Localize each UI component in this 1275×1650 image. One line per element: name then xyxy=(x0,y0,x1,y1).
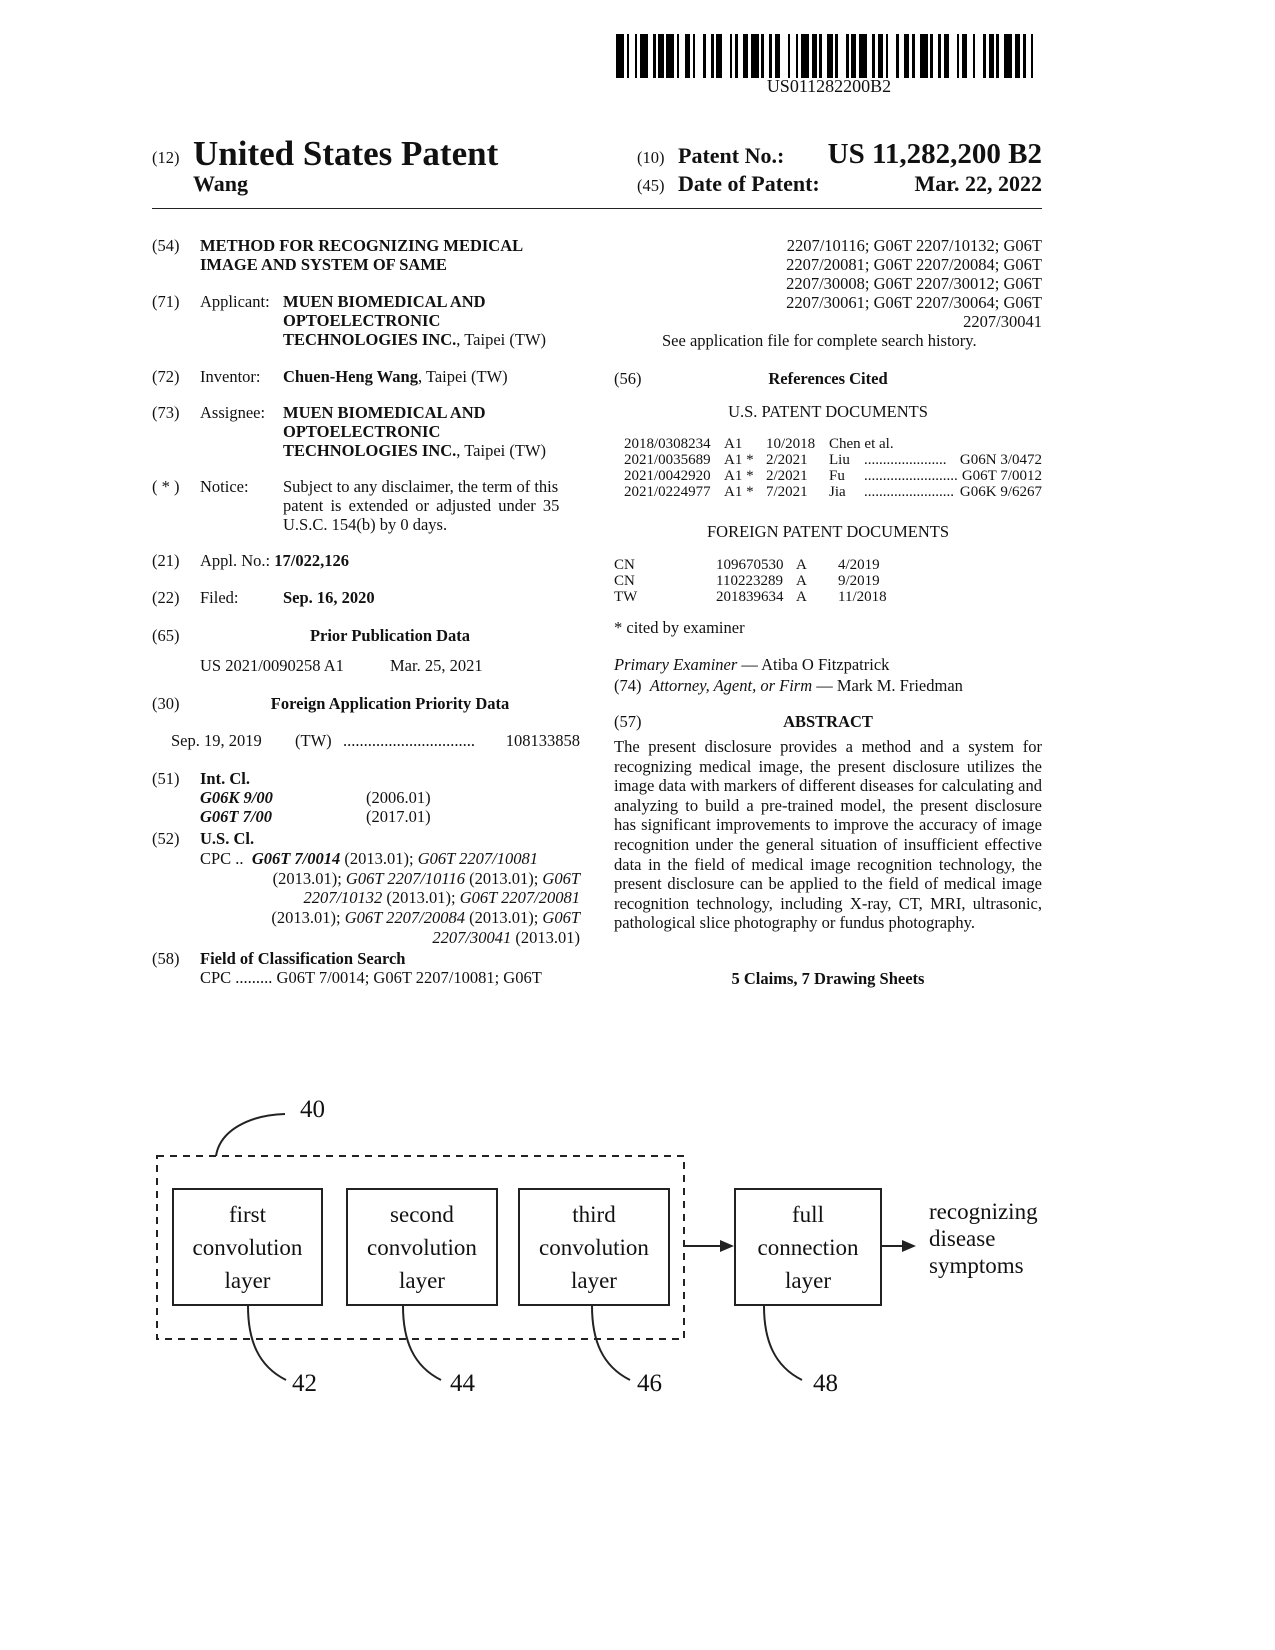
patent-date: Mar. 22, 2022 xyxy=(914,171,1042,196)
first-convolution-layer-label xyxy=(193,1198,303,1297)
header-rule xyxy=(152,208,1042,209)
ref-class: G06T 7/0012 xyxy=(961,468,1042,484)
barcode-bar xyxy=(1004,34,1012,78)
assignee-line-3 xyxy=(283,441,546,460)
ref-dots: ........................ xyxy=(864,484,954,500)
cpc-5-a: 2207/30041 xyxy=(432,928,512,947)
ref-date: 9/2019 xyxy=(838,573,880,589)
applicant-label: Applicant: xyxy=(200,292,270,311)
prior-publication-number: US 2021/0090258 A1 xyxy=(200,656,344,675)
us-reference-row xyxy=(624,452,1042,468)
barcode-number: US011282200B2 xyxy=(766,76,892,96)
barcode-bar xyxy=(888,34,896,78)
assignee-company-end: TECHNOLOGIES INC. xyxy=(283,441,457,460)
field-21-code: (21) xyxy=(152,551,180,570)
ref-kind: A1 * xyxy=(724,468,754,484)
ref-date: 7/2021 xyxy=(766,484,808,500)
abstract-text: The present disclosure provides a method and a system for recognizing medical image, the present disclosure utilizes the image data with markers of different diseases for calculating and analyzing to build a pre-trained model, the present disclosure has significant improvements to improve the accuracy of image recognition under the general situation of insufficient effective data in the field of medical image recognition technology, the present disclosure can be applied to the field of medical image recognition technology, including X-ray, CT, MRI, ultrasonic, pathological slice photography or fundus photography. xyxy=(614,737,1042,933)
box4-line-1: full xyxy=(792,1201,824,1227)
box1-line-2: convolution xyxy=(192,1234,303,1260)
barcode-bar xyxy=(920,34,928,78)
cpc-1-b: G06T 2207/10081 xyxy=(417,849,538,868)
prior-publication-heading: Prior Publication Data xyxy=(309,626,471,645)
appl-no: 17/022,126 xyxy=(274,551,349,570)
barcode-bar xyxy=(780,34,788,78)
ref-number: 2021/0035689 xyxy=(624,452,711,468)
ref-date: 10/2018 xyxy=(766,436,816,452)
cpc-2-b: G06T 2207/10116 xyxy=(345,869,465,888)
barcode-bar xyxy=(859,34,867,78)
title-line-2: IMAGE AND SYSTEM OF SAME xyxy=(200,255,447,274)
cpc-2-d: G06T xyxy=(542,869,580,888)
ref-name: Liu xyxy=(829,452,850,468)
ref-dots: ...................... xyxy=(864,452,947,468)
ref-country: TW xyxy=(614,589,638,605)
ref-kind: A1 * xyxy=(724,452,754,468)
search-cont-4: 2207/30061; G06T 2207/30064; G06T xyxy=(786,293,1042,312)
code-10: (10) xyxy=(637,148,665,167)
patent-number: US 11,282,200 B2 xyxy=(827,138,1042,170)
full-connection-layer-box xyxy=(734,1188,882,1306)
ref-number: 201839634 xyxy=(716,589,784,605)
int-cl-2-code: G06T 7/00 xyxy=(200,807,272,826)
box3-line-2: convolution xyxy=(539,1234,649,1260)
ref-class: G06N 3/0472 xyxy=(959,452,1042,468)
second-convolution-layer-label xyxy=(367,1198,477,1297)
notice-line-1: Subject to any disclaimer, the term of this xyxy=(283,477,559,496)
notice-line-2: patent is extended or adjusted under 35 xyxy=(283,496,560,515)
us-reference-row xyxy=(624,484,1042,500)
ref-46: 46 xyxy=(637,1370,662,1397)
ref-kind: A xyxy=(796,573,807,589)
ref-name: Chen et al. xyxy=(829,436,894,452)
ref-number: 2021/0042920 xyxy=(624,468,711,484)
cpc-line-4 xyxy=(200,908,580,927)
field-57-code: (57) xyxy=(614,712,642,731)
ref-40: 40 xyxy=(300,1096,325,1123)
ref-country: CN xyxy=(614,573,635,589)
box3-line-1: third xyxy=(572,1201,616,1227)
cpc-4-b: G06T 2207/20084 xyxy=(344,908,465,927)
ref-kind: A1 xyxy=(724,436,743,452)
ref-name: Fu xyxy=(829,468,845,484)
field-54-code: (54) xyxy=(152,236,180,255)
references-heading: References Cited xyxy=(768,369,888,388)
applicant-line-2: OPTOELECTRONIC xyxy=(283,311,441,330)
field-51-code: (51) xyxy=(152,769,180,788)
search-cont-1: 2207/10116; G06T 2207/10132; G06T xyxy=(786,236,1042,255)
title-line-1: METHOD FOR RECOGNIZING MEDICAL xyxy=(200,236,524,255)
foreign-reference-row xyxy=(614,589,914,605)
box2-line-2: convolution xyxy=(367,1234,477,1260)
ref-class: G06K 9/6267 xyxy=(959,484,1042,500)
barcode-bar xyxy=(949,34,957,78)
inventor-label: Inventor: xyxy=(200,367,261,386)
patent-no-label: Patent No.: xyxy=(678,143,785,168)
cpc-prefix: CPC .. xyxy=(200,849,244,868)
document-type: United States Patent xyxy=(193,134,499,173)
assignee-line-2: OPTOELECTRONIC xyxy=(283,422,441,441)
field-22-code: (22) xyxy=(152,588,180,607)
ref-kind: A xyxy=(796,557,807,573)
cpc-4-a: (2013.01); xyxy=(271,908,345,927)
code-45: (45) xyxy=(637,176,665,195)
cpc-main: G06T 7/0014 xyxy=(251,849,341,868)
leader-40 xyxy=(216,1114,285,1156)
examiner-line xyxy=(614,655,889,674)
ref-date: 4/2019 xyxy=(838,557,880,573)
cpc-2-c: (2013.01); xyxy=(464,869,543,888)
int-cl-1-date: (2006.01) xyxy=(366,788,431,807)
code-12: (12) xyxy=(152,148,180,167)
output-line-2: disease xyxy=(929,1226,996,1251)
second-convolution-layer-box xyxy=(346,1188,498,1306)
foreign-reference-row xyxy=(614,557,914,573)
inventor-location: , Taipei (TW) xyxy=(417,367,508,386)
inventor-name: Chuen-Heng Wang xyxy=(283,367,418,386)
attorney-label: Attorney, Agent, or Firm xyxy=(649,676,813,695)
ref-number: 109670530 xyxy=(716,557,784,573)
applicant-line-1: MUEN BIOMEDICAL AND xyxy=(283,292,486,311)
examiner-label: Primary Examiner xyxy=(614,655,738,674)
field-72-code: (72) xyxy=(152,367,180,386)
ref-date: 2/2021 xyxy=(766,452,808,468)
abstract-heading: ABSTRACT xyxy=(783,712,873,731)
arrowhead-to-output xyxy=(902,1240,916,1252)
barcode-bar xyxy=(801,34,809,78)
field-search-line-1: CPC ......... G06T 7/0014; G06T 2207/10081; G06T xyxy=(200,968,542,987)
barcode-bar xyxy=(722,34,730,78)
cpc-1-a: (2013.01); xyxy=(340,849,418,868)
assignee-label: Assignee: xyxy=(200,403,266,422)
search-cont-5: 2207/30041 xyxy=(963,312,1042,331)
ref-44: 44 xyxy=(450,1370,475,1397)
ref-date: 11/2018 xyxy=(838,589,887,605)
search-cont-3: 2207/30008; G06T 2207/30012; G06T xyxy=(786,274,1042,293)
field-58-code: (58) xyxy=(152,949,180,968)
barcode-bar xyxy=(695,34,703,78)
cpc-line-3 xyxy=(200,888,580,907)
ref-kind: A xyxy=(796,589,807,605)
cpc-5-b: (2013.01) xyxy=(511,928,580,947)
cited-note: * cited by examiner xyxy=(614,618,745,637)
cpc-line-1 xyxy=(200,849,538,868)
cpc-4-d: G06T xyxy=(542,908,580,927)
priority-number: 108133858 xyxy=(505,731,580,750)
barcode-bar xyxy=(838,34,846,78)
cpc-3-b: (2013.01); xyxy=(382,888,460,907)
barcode xyxy=(616,34,1042,78)
us-reference-row xyxy=(624,468,1042,484)
box4-line-2: connection xyxy=(757,1234,859,1260)
assignee-line-1: MUEN BIOMEDICAL AND xyxy=(283,403,486,422)
ref-country: CN xyxy=(614,557,635,573)
barcode-bar xyxy=(616,34,624,78)
appl-no-label: Appl. No.: xyxy=(200,551,271,570)
field-search-label: Field of Classification Search xyxy=(200,949,406,968)
cpc-line-2 xyxy=(200,869,580,888)
applicant-line-3 xyxy=(283,330,546,349)
int-cl-1-code: G06K 9/00 xyxy=(200,788,273,807)
box1-line-1: first xyxy=(228,1201,267,1227)
third-convolution-layer-box xyxy=(518,1188,670,1306)
int-cl-label: Int. Cl. xyxy=(200,769,250,788)
leader-44 xyxy=(403,1306,441,1380)
cpc-4-c: (2013.01); xyxy=(464,908,543,927)
box4-line-3: layer xyxy=(785,1267,831,1293)
field-74-code: (74) xyxy=(614,676,642,695)
priority-date: Sep. 19, 2019 xyxy=(171,731,262,750)
appl-no-entry xyxy=(200,551,349,570)
barcode-bar xyxy=(666,34,674,78)
filed-date: Sep. 16, 2020 xyxy=(283,588,375,607)
prior-publication-date: Mar. 25, 2021 xyxy=(390,656,483,675)
output-line-1: recognizing xyxy=(929,1199,1038,1224)
claims-summary: 5 Claims, 7 Drawing Sheets xyxy=(731,969,925,988)
field-52-code: (52) xyxy=(152,829,180,848)
filed-label: Filed: xyxy=(200,588,239,607)
barcode-bar xyxy=(751,34,759,78)
field-73-code: (73) xyxy=(152,403,180,422)
ref-48: 48 xyxy=(813,1370,838,1397)
barcode-bar xyxy=(1033,34,1041,78)
assignee-location: , Taipei (TW) xyxy=(456,441,547,460)
full-connection-layer-label xyxy=(758,1198,859,1297)
applicant-company-end: TECHNOLOGIES INC. xyxy=(283,330,457,349)
inventor-entry xyxy=(283,367,508,386)
date-label: Date of Patent: xyxy=(678,171,820,196)
int-cl-2-date: (2017.01) xyxy=(366,807,431,826)
leader-48 xyxy=(764,1306,802,1380)
us-reference-row xyxy=(624,436,1042,452)
search-cont-2: 2207/20081; G06T 2207/20084; G06T xyxy=(786,255,1042,274)
field-30-code: (30) xyxy=(152,694,180,713)
barcode-bar xyxy=(640,34,648,78)
box3-line-3: layer xyxy=(571,1267,617,1293)
priority-country: (TW) xyxy=(295,731,332,750)
leader-42 xyxy=(248,1306,286,1380)
ref-42: 42 xyxy=(292,1370,317,1397)
foreign-docs-heading: FOREIGN PATENT DOCUMENTS xyxy=(706,522,950,541)
box2-line-1: second xyxy=(390,1201,454,1227)
attorney-line xyxy=(614,676,963,695)
arrowhead-to-fc xyxy=(720,1240,734,1252)
cpc-2-a: (2013.01); xyxy=(272,869,346,888)
ref-number: 2021/0224977 xyxy=(624,484,711,500)
ref-kind: A1 * xyxy=(724,484,754,500)
field-56-code: (56) xyxy=(614,369,642,388)
ref-number: 110223289 xyxy=(716,573,783,589)
barcode-bar xyxy=(975,34,983,78)
foreign-reference-row xyxy=(614,573,914,589)
examiner-name: — Atiba O Fitzpatrick xyxy=(737,655,890,674)
us-cl-label: U.S. Cl. xyxy=(200,829,255,848)
search-note: See application file for complete search history. xyxy=(662,331,977,350)
inventor-short: Wang xyxy=(193,171,249,196)
notice-code: ( * ) xyxy=(152,477,180,496)
us-docs-heading: U.S. PATENT DOCUMENTS xyxy=(728,402,928,421)
attorney-name: — Mark M. Friedman xyxy=(812,676,963,695)
cpc-line-5 xyxy=(200,928,580,947)
cpc-3-a: 2207/10132 xyxy=(303,888,383,907)
first-convolution-layer-box xyxy=(172,1188,323,1306)
third-convolution-layer-label xyxy=(539,1198,649,1297)
field-71-code: (71) xyxy=(152,292,180,311)
cpc-3-c: G06T 2207/20081 xyxy=(459,888,580,907)
leader-46 xyxy=(592,1306,630,1380)
box2-line-3: layer xyxy=(399,1267,445,1293)
priority-dots: ................................ xyxy=(343,731,475,750)
ref-name: Jia xyxy=(829,484,846,500)
ref-number: 2018/0308234 xyxy=(624,436,711,452)
ref-date: 2/2021 xyxy=(766,468,808,484)
applicant-location: , Taipei (TW) xyxy=(456,330,547,349)
notice-label: Notice: xyxy=(200,477,249,496)
field-65-code: (65) xyxy=(152,626,180,645)
box1-line-3: layer xyxy=(224,1267,271,1293)
ref-dots: ......................... xyxy=(864,468,958,484)
foreign-priority-heading: Foreign Application Priority Data xyxy=(270,694,510,713)
notice-line-3: U.S.C. 154(b) by 0 days. xyxy=(283,515,448,534)
output-line-3: symptoms xyxy=(929,1253,1024,1278)
